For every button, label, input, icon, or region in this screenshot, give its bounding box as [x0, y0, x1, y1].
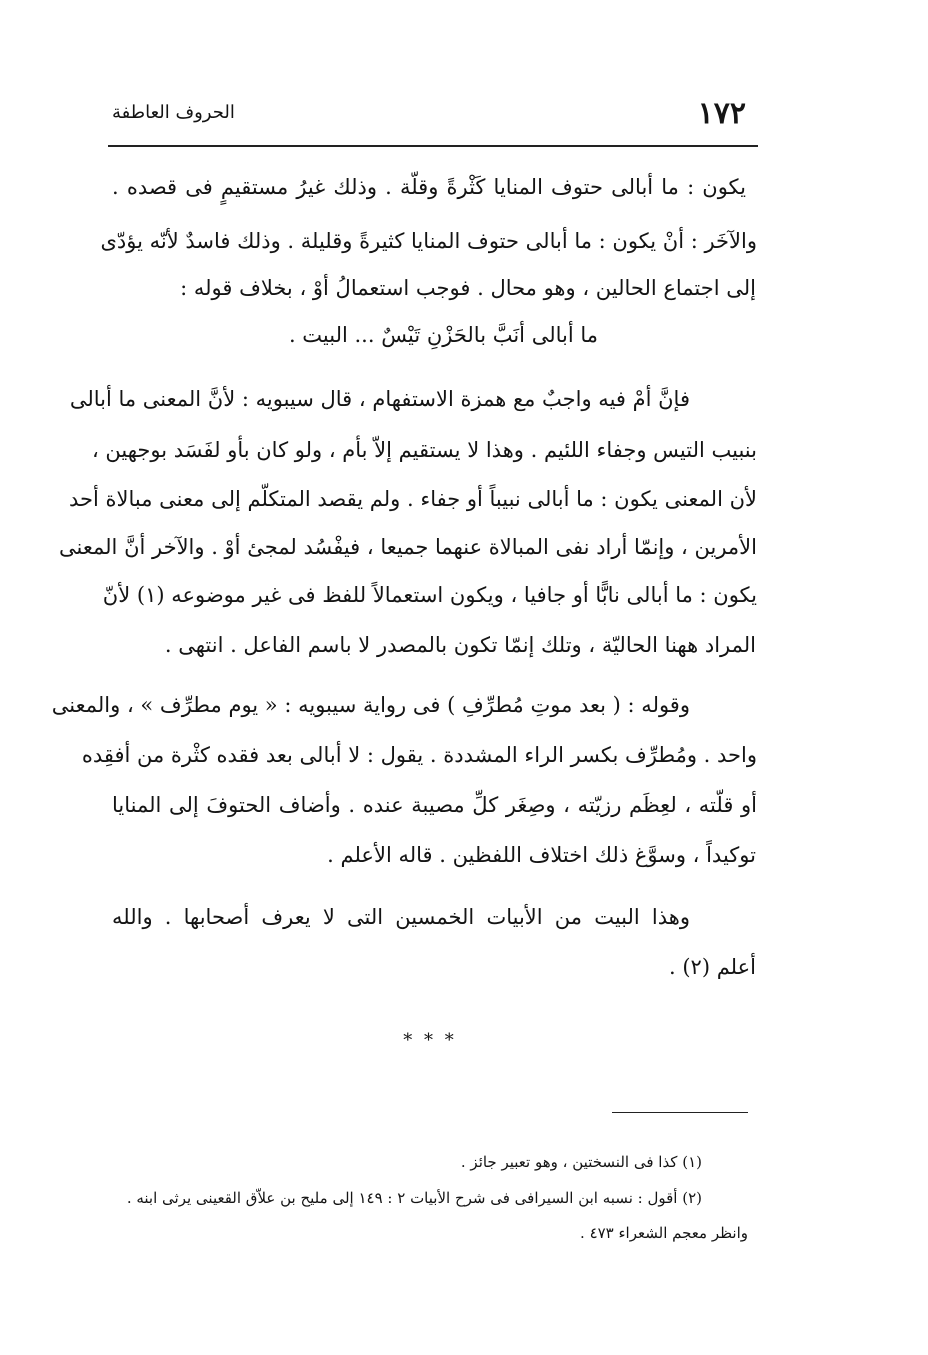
verse-line: ما أبالى أنَبَّ بالحَزْنِ تَيْسٌ ... البيت . [288, 323, 598, 347]
footnote-rule [612, 1112, 748, 1113]
text-line: والآخَر : أنْ يكون : ما أبالى حتوف المنايا كثيرةً وقليلة . وذلك فاسدٌ لأنّه يؤدّى [100, 229, 757, 253]
footnote-2: (٢) أقول : نسبه ابن السيرافى فى شرح الأبيات ٢ : ١٤٩ إلى مليح بن علاّق القعينى يرثى ابنه . [126, 1189, 702, 1207]
footnote-1: (١) كذا فى النسختين ، وهو تعبير جائز . [460, 1153, 702, 1171]
text-line: الأمرين ، وإنمّا أراد نفى المبالاة عنهما جميعا ، فيفْسُد لمجئ أوْ . والآخر أنَّ المعنى [59, 535, 757, 559]
text-line: وقوله : ( بعد موتِ مُطرِّفِ ) فى رواية سيبويه : « يوم مطرِّف » ، والمعنى [51, 693, 690, 717]
text-line: واحد . ومُطرِّف بكسر الراء المشددة . يقول : لا أبالى بعد فقده كثْرة من أفقِده [81, 743, 757, 767]
footnote-2-continued: وانظر معجم الشعراء ٤٧٣ . [580, 1224, 748, 1242]
text-line: توكيداً ، وسوَّغ ذلك اختلاف اللفظين . قاله الأعلم . [327, 843, 756, 867]
text-line: إلى اجتماع الحالين ، وهو محال . فوجب استعمالُ أوْ ، بخلاف قوله : [180, 276, 756, 300]
text-line: وهذا البيت من الأبيات الخمسين التى لا يعرف أصحابها . والله [112, 905, 690, 929]
text-line: بنبيب التيس وجفاء اللئيم . وهذا لا يستقيم إلاّ بأم ، ولو كان بأو لفَسَد بوجهين ، [91, 438, 757, 462]
text-line: أعلم (٢) . [669, 955, 756, 979]
text-line: فإنَّ أمْ فيه واجبٌ مع همزة الاستفهام ، قال سيبويه : لأنَّ المعنى ما أبالى [69, 387, 690, 411]
text-line: يكون : ما أبالى حتوف المنايا كَثْرةً وقلّة . وذلك غيرُ مستقيمٍ فى قصده . [112, 175, 746, 199]
text-line: يكون : ما أبالى نابًّا أو جافيا ، ويكون استعمالاً للفظ فى غير موضوعه (١) لأنّ [102, 583, 757, 607]
text-line: أو قلّته ، لعِظَم رزيّته ، وصِغَر كلِّ مصيبة عنده . وأضاف الحتوفَ إلى المنايا [112, 793, 757, 817]
text-line: لأن المعنى يكون : ما أبالى نبيباً أو جفاء . ولم يقصد المتكلّم إلى معنى مبالاة أحد [69, 487, 757, 511]
page-header [108, 92, 758, 132]
section-separator: * * * [403, 1030, 457, 1051]
header-rule [108, 145, 758, 147]
page-number: ١٧٢ [697, 96, 746, 131]
text-line: المراد ههنا الحاليّة ، وتلك إنمّا تكون بالمصدر لا باسم الفاعل . انتهى . [164, 633, 756, 657]
running-title: الحروف العاطفة [112, 102, 235, 123]
